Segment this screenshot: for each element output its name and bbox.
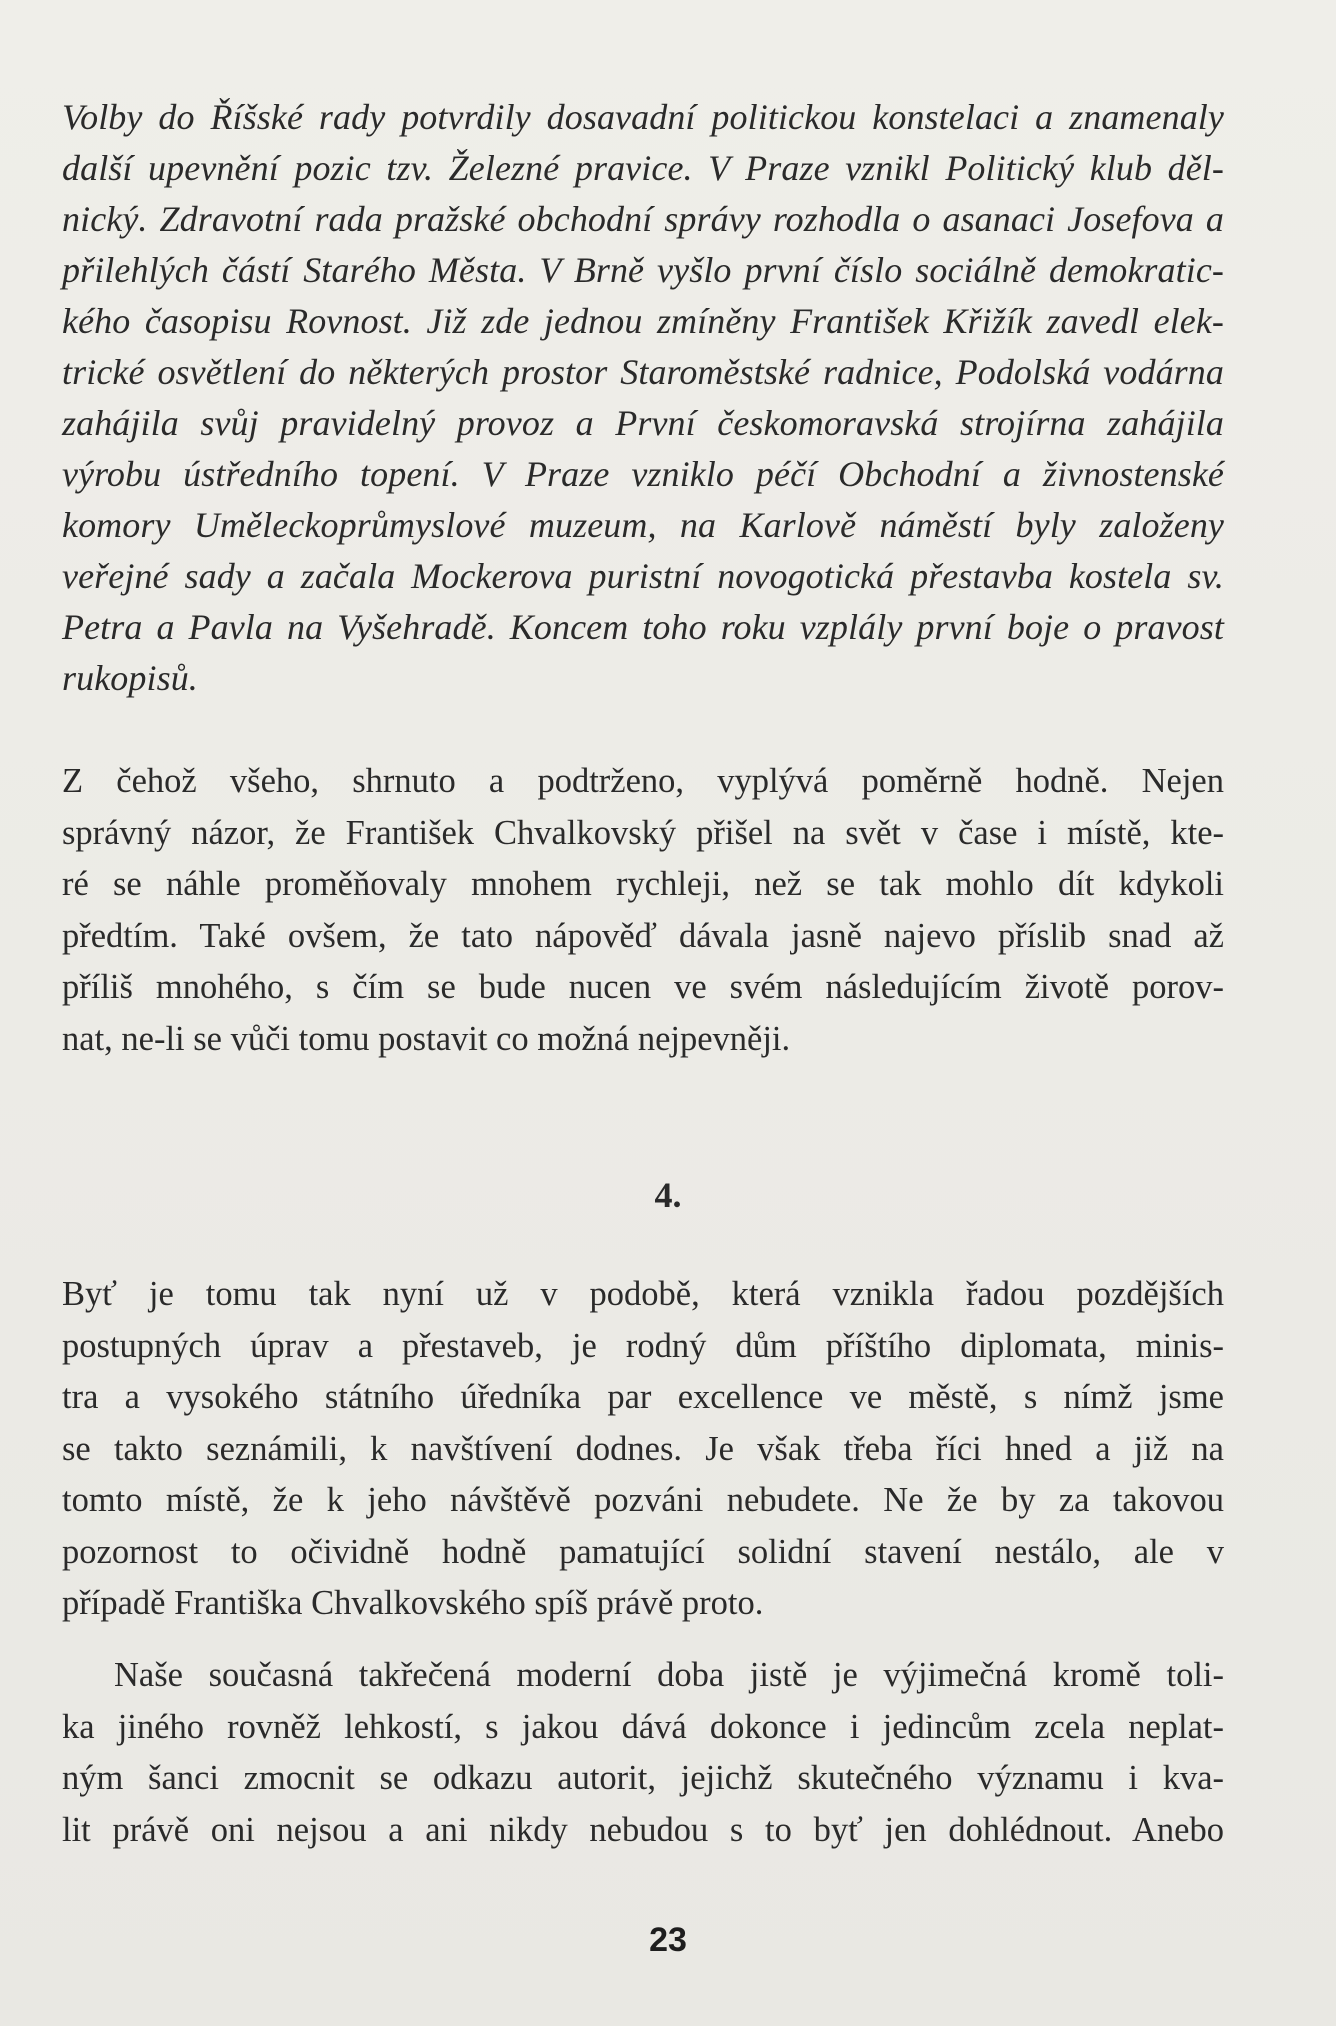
text-line: případě Františka Chvalkovského spíš právě proto.	[62, 1584, 764, 1622]
text-line: Z čehož všeho, shrnuto a podtrženo, vyplývá poměrně hodně. Nejen	[62, 762, 1224, 800]
text-line: předtím. Také ovšem, že tato nápověď dávala jasně najevo příslib snad až	[62, 916, 1224, 955]
text-line: ré se náhle proměňovaly mnohem rychleji, než se tak mohlo dít kdykoli	[62, 865, 1224, 903]
text-line: nat, ne-li se vůči tomu postavit co možná nejpevněji.	[62, 1019, 791, 1058]
text-line: veřejné sady a začala Mockerova puristní novogotická přestavba kostela sv.	[62, 556, 1224, 596]
text-line: Petra a Pavla na Vyšehradě. Koncem toho roku vzplály první boje o pravost	[62, 607, 1224, 647]
text-line: přilehlých částí Starého Města. V Brně vyšlo první číslo sociálně demokratic-	[62, 250, 1224, 290]
text-line: ka jiného rovněž lehkostí, s jakou dává dokonce i jedincům zcela neplat-	[62, 1707, 1224, 1746]
body-paragraph-2	[62, 1269, 1224, 1630]
text-line: postupných úprav a přestaveb, je rodný dům příštího diplomata, minis-	[62, 1326, 1224, 1365]
text-line: tra a vysokého státního úředníka par excellence ve městě, s nímž jsme	[62, 1378, 1224, 1416]
text-line: správný názor, že František Chvalkovský přišel na svět v čase i místě, kte-	[62, 813, 1224, 852]
body-paragraph-3	[62, 1650, 1224, 1856]
text-line: ným šanci zmocnit se odkazu autorit, jejichž skutečného významu i kva-	[62, 1759, 1224, 1797]
text-line: lit právě oni nejsou a ani nikdy nebudou s to byť jen dohlédnout. Anebo	[62, 1810, 1224, 1849]
text-line: Volby do Říšské rady potvrdily dosavadní politickou konstelaci a znamenaly	[62, 97, 1224, 137]
text-line: tomto místě, že k jeho návštěvě pozváni nebudete. Ne že by za takovou	[62, 1481, 1224, 1519]
text-line: zahájila svůj pravidelný provoz a První českomoravská strojírna zahájila	[62, 403, 1224, 443]
text-line: další upevnění pozic tzv. Železné pravice. V Praze vznikl Politický klub děl-	[62, 148, 1224, 188]
text-line: nický. Zdravotní rada pražské obchodní správy rozhodla o asanaci Josefova a	[62, 199, 1224, 239]
text-line: pozornost to očividně hodně pamatující solidní stavení nestálo, ale v	[62, 1532, 1224, 1571]
text-line: se takto seznámili, k navštívení dodnes. Je však třeba říci hned a již na	[62, 1429, 1224, 1468]
chapter-heading: 4.	[654, 1175, 682, 1215]
text-line: trické osvětlení do některých prostor Staroměstské radnice, Podolská vodárna	[62, 352, 1224, 392]
text-line: kého časopisu Rovnost. Již zde jednou zmíněny František Křižík zavedl elek-	[62, 301, 1224, 341]
text-line: výrobu ústředního topení. V Praze vzniklo péčí Obchodní a živnostenské	[62, 454, 1224, 494]
text-line: rukopisů.	[62, 658, 198, 698]
text-line: příliš mnohého, s čím se bude nucen ve svém následujícím životě porov-	[62, 968, 1224, 1006]
body-paragraph-1	[62, 756, 1224, 1065]
text-line: Byť je tomu tak nyní už v podobě, která vznikla řadou pozdějších	[62, 1275, 1224, 1313]
intro-italic-paragraph	[62, 92, 1224, 704]
text-line: Naše současná takřečená moderní doba jistě je výjimečná kromě toli-	[114, 1656, 1224, 1694]
text-line: komory Uměleckoprůmyslové muzeum, na Karlově náměstí byly založeny	[62, 505, 1224, 545]
page-number: 23	[649, 1921, 687, 1959]
